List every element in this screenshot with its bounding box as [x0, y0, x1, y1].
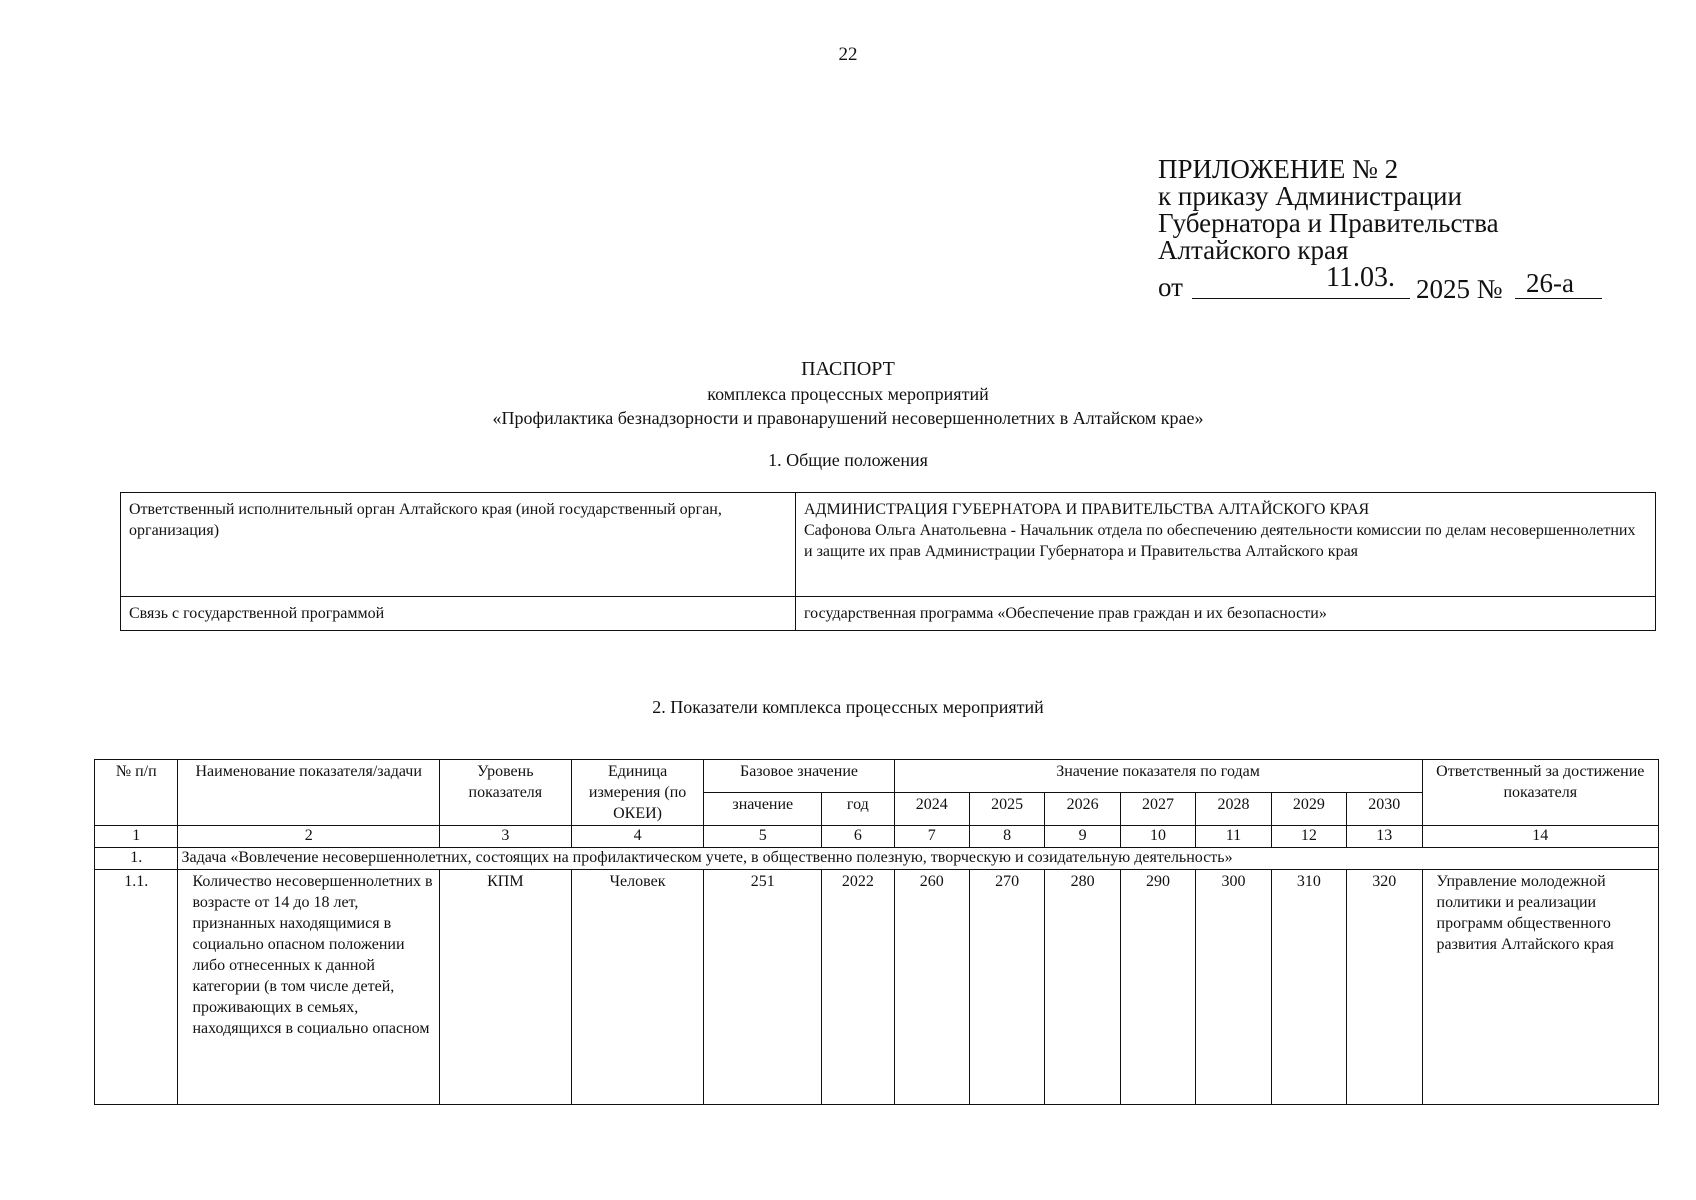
header-year-2026: 2026: [1045, 793, 1120, 826]
column-number: 7: [894, 826, 969, 848]
column-number: 14: [1422, 826, 1658, 848]
header-year-2024: 2024: [894, 793, 969, 826]
column-number: 5: [704, 826, 822, 848]
header-years-group: Значение показателя по годам: [894, 760, 1422, 793]
program-link-label: Связь с государственной программой: [121, 597, 796, 631]
date-prefix: от: [1158, 272, 1183, 302]
column-number: 1: [95, 826, 178, 848]
column-number: 6: [822, 826, 894, 848]
program-name: «Профилактика безнадзорности и правонарушений несовершеннолетних в Алтайском крае»: [492, 408, 1204, 428]
order-date-line: [1158, 262, 1574, 304]
column-number: 3: [439, 826, 571, 848]
header-year-2030: 2030: [1347, 793, 1422, 826]
column-number: 11: [1196, 826, 1271, 848]
column-number: 8: [969, 826, 1044, 848]
column-number: 13: [1347, 826, 1422, 848]
document-subtitle: комплекса процессных мероприятий: [707, 384, 989, 404]
row-number: 1.1.: [95, 870, 178, 1105]
column-number: 9: [1045, 826, 1120, 848]
appendix-title: ПРИЛОЖЕНИЕ № 2: [1158, 154, 1399, 184]
table-row: [121, 493, 1656, 597]
number-underline: [1515, 298, 1602, 299]
header-year-2028: 2028: [1196, 793, 1271, 826]
header-base-value: значение: [704, 793, 822, 826]
task-text: Задача «Вовлечение несовершеннолетних, состоящих на профилактическом учете, в общественно полезную, творческую и созидательную деятельность»: [178, 848, 1659, 870]
header-year-2029: 2029: [1271, 793, 1346, 826]
page-number: 22: [838, 44, 858, 65]
header-base: Базовое значение: [704, 760, 894, 793]
header-name: Наименование показателя/задачи: [178, 760, 439, 826]
task-number: 1.: [95, 848, 178, 870]
header-row: [95, 760, 1659, 793]
responsible-authority-label: Ответственный исполнительный орган Алтайского края (иной государственный орган, организация): [121, 493, 796, 597]
table-row: [95, 870, 1659, 1105]
header-year-2025: 2025: [969, 793, 1044, 826]
table-row: [121, 597, 1656, 631]
authority-name: АДМИНИСТРАЦИЯ ГУБЕРНАТОРА И ПРАВИТЕЛЬСТВА АЛТАЙСКОГО КРАЯ: [804, 501, 1370, 518]
value-2025: 270: [969, 870, 1044, 1105]
value-2026: 280: [1045, 870, 1120, 1105]
value-2027: 290: [1120, 870, 1195, 1105]
responsible-unit: Управление молодежной политики и реализации программ общественного развития Алтайского края: [1422, 870, 1658, 1105]
value-2028: 300: [1196, 870, 1271, 1105]
value-2030: 320: [1347, 870, 1422, 1105]
order-date: 11.03.: [1326, 262, 1395, 293]
column-number-row: [95, 826, 1659, 848]
indicators-table: [94, 759, 1659, 1105]
indicator-name: Количество несовершеннолетних в возрасте от 14 до 18 лет, признанных находящимися в социально опасном положении либо отнесенных к данной категории (в том числе детей, проживающих в семьях, находящихся в социально опасном: [178, 870, 439, 1105]
appendix-line: к приказу Администрации: [1158, 181, 1462, 211]
section-2-title: 2. Показатели комплекса процессных мероприятий: [652, 697, 1044, 717]
header-unit: Единица измерения (по ОКЕИ): [571, 760, 704, 826]
indicator-unit: Человек: [571, 870, 704, 1105]
base-year: 2022: [822, 870, 894, 1105]
program-link-value: государственная программа «Обеспечение прав граждан и их безопасности»: [796, 597, 1656, 631]
responsible-authority-value: [796, 493, 1656, 597]
order-number: 26-а: [1526, 268, 1574, 298]
order-year: 2025 №: [1416, 274, 1503, 304]
header-num: № п/п: [95, 760, 178, 826]
column-number: 12: [1271, 826, 1346, 848]
header-base-year: год: [822, 793, 894, 826]
header-responsible: Ответственный за достижение показателя: [1422, 760, 1658, 826]
header-level: Уровень показателя: [439, 760, 571, 826]
value-2029: 310: [1271, 870, 1346, 1105]
header-year-2027: 2027: [1120, 793, 1195, 826]
document-title: ПАСПОРТ: [801, 358, 895, 380]
indicator-level: КПМ: [439, 870, 571, 1105]
section-1-title: 1. Общие положения: [768, 450, 928, 470]
column-number: 10: [1120, 826, 1195, 848]
general-provisions-table: [120, 492, 1656, 631]
base-value: 251: [704, 870, 822, 1105]
appendix-block: [1158, 154, 1574, 304]
column-number: 4: [571, 826, 704, 848]
authority-contact: Сафонова Ольга Анатольевна - Начальник отдела по обеспечению деятельности комиссии по делам несовершеннолетних и защите их прав Администрации Губернатора и Правительства Алтайского края: [804, 522, 1636, 560]
task-row: [95, 848, 1659, 870]
appendix-line: Губернатора и Правительства: [1158, 208, 1499, 238]
column-number: 2: [178, 826, 439, 848]
date-underline: [1192, 298, 1410, 299]
appendix-line: Алтайского края: [1158, 235, 1349, 265]
value-2024: 260: [894, 870, 969, 1105]
